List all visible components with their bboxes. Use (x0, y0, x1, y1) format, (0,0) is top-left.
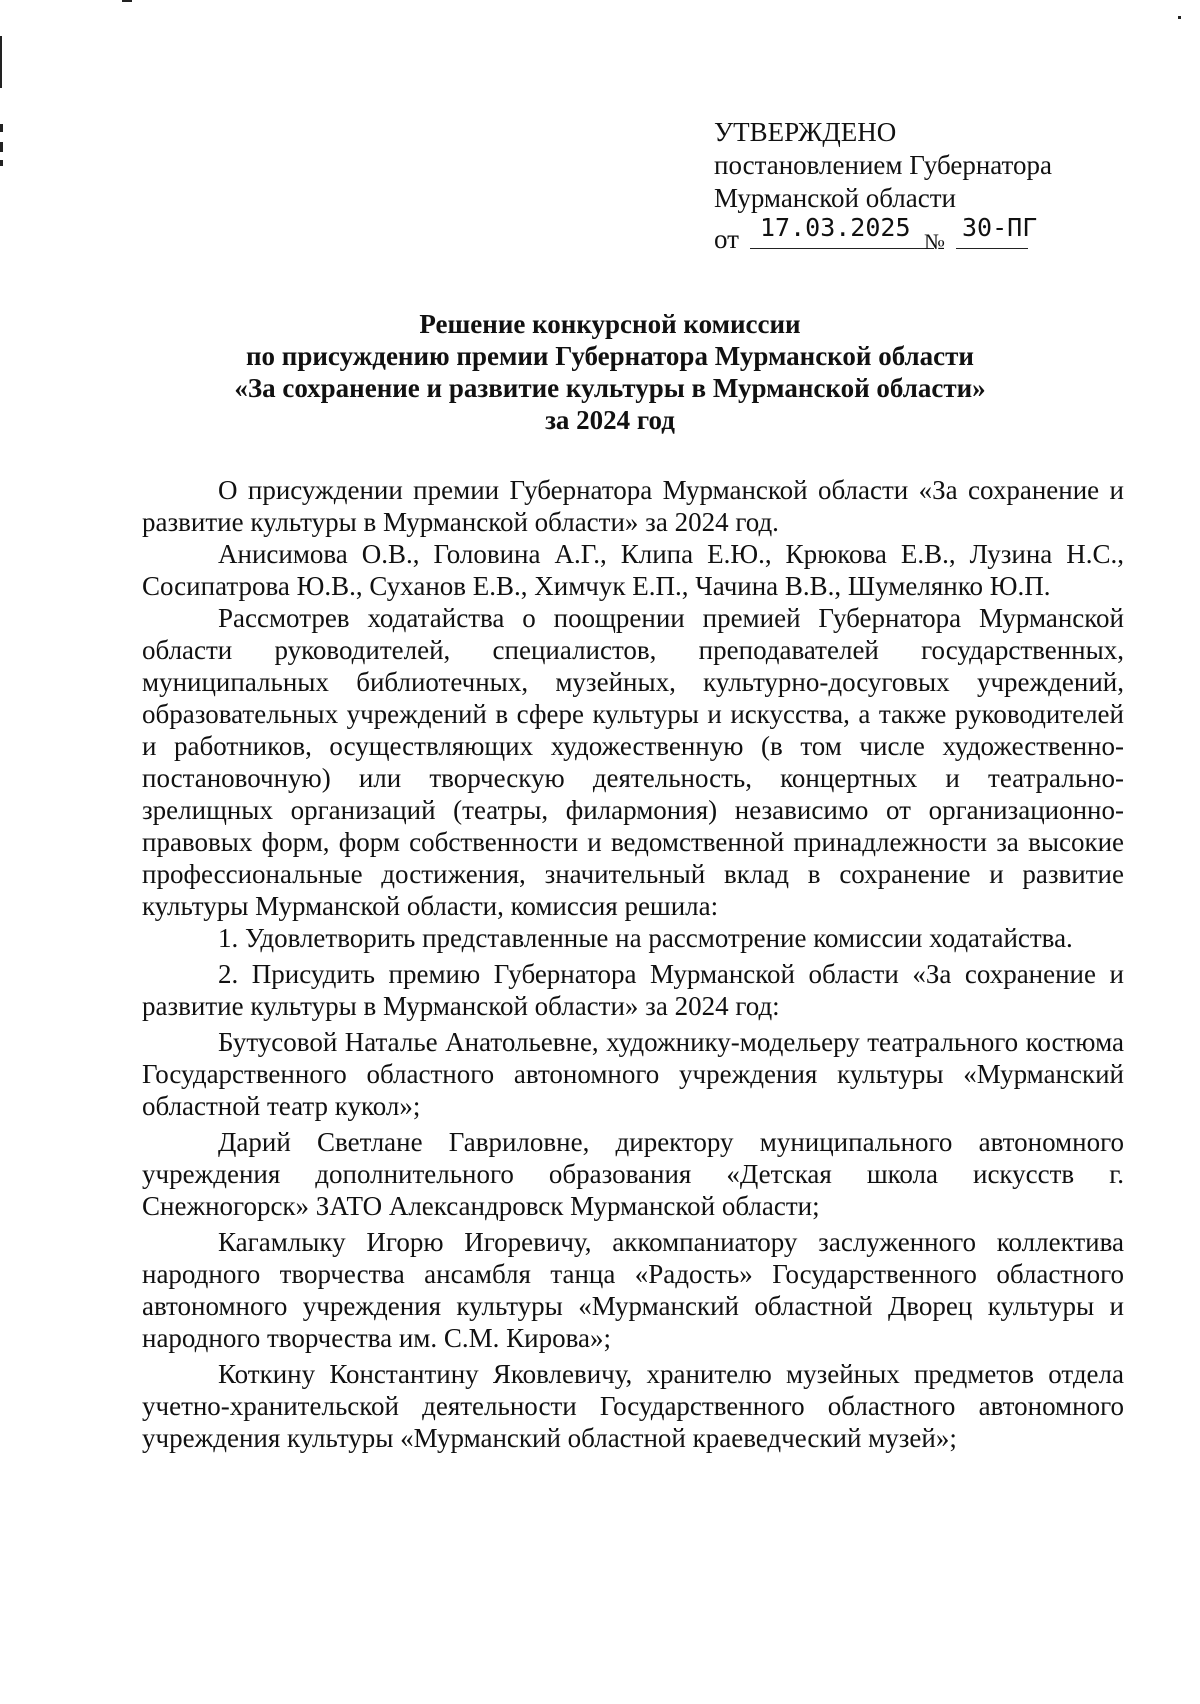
scan-artifact (122, 0, 132, 2)
title-line-3: «За сохранение и развитие культуры в Мурманской области» (234, 373, 986, 403)
number-value: 30-ПГ (956, 213, 1028, 249)
title-line-4: за 2024 год (545, 405, 675, 435)
document-title (150, 308, 1070, 436)
approval-date-line (714, 215, 1154, 255)
paragraph-members: Анисимова О.В., Головина А.Г., Клипа Е.Ю., Крюкова Е.В., Лузина Н.С., Сосипатрова Ю.В., Суханов Е.В., Химчук Е.П., Чачина В.В., Шумелянко Ю.П. (142, 539, 1124, 601)
scan-artifact (1178, 16, 1181, 19)
awardee-1: Бутусовой Наталье Анатольевне, художнику-модельеру театрального костюма Государственного областного автономного учреждения культуры «Мурманский областной театр кукол»; (142, 1027, 1124, 1121)
title-line-2: по присуждению премии Губернатора Мурманской области (246, 341, 974, 371)
date-value: 17.03.2025 (750, 213, 934, 249)
scan-artifact (0, 142, 3, 152)
approval-line-1: постановлением Губернатора (714, 150, 1052, 180)
paragraph-considered: Рассмотрев ходатайства о поощрении премией Губернатора Мурманской области руководителей, специалистов, преподавателей государственных, муниципальных библиотечных, музейных, культурно-досуговых учреждений, образовательных учреждений в сфере культуры и искусства, а также руководителей и работников, осуществляющих художественную (в том числе художественно-постановочную) или творческую деятельность, концертных и театрально-зрелищных организаций (театры, филармония) независимо от организационно-правовых форм, форм собственности и ведомственной принадлежности за высокие профессиональные достижения, значительный вклад в сохранение и развитие культуры Мурманской области, комиссия решила: (142, 603, 1124, 921)
paragraph-subject: О присуждении премии Губернатора Мурманской области «За сохранение и развитие культуры в Мурманской области» за 2024 год. (142, 475, 1124, 537)
awardee-4: Коткину Константину Яковлевичу, хранителю музейных предметов отдела учетно-хранительской деятельности Государственного областного автономного учреждения культуры «Мурманский областной краеведческий музей»; (142, 1359, 1124, 1453)
scan-artifact (0, 124, 3, 132)
date-label: от (714, 224, 739, 254)
number-label: № (924, 229, 945, 254)
paragraph-decision-2: 2. Присудить премию Губернатора Мурманской области «За сохранение и развитие культуры в Мурманской области» за 2024 год: (142, 959, 1124, 1021)
paragraph-decision-1: 1. Удовлетворить представленные на рассмотрение комиссии ходатайства. (218, 923, 1073, 953)
scan-artifact (0, 160, 3, 166)
scan-artifact (0, 36, 2, 88)
approval-block (714, 116, 1154, 255)
approval-line-2: Мурманской области (714, 183, 956, 213)
title-line-1: Решение конкурсной комиссии (419, 309, 801, 339)
approval-heading: УТВЕРЖДЕНО (714, 117, 897, 147)
awardee-2: Дарий Светлане Гавриловне, директору муниципального автономного учреждения дополнительного образования «Детская школа искусств г. Снежногорск» ЗАТО Александровск Мурманской области; (142, 1127, 1124, 1221)
awardee-3: Кагамлыку Игорю Игоревичу, аккомпаниатору заслуженного коллектива народного творчества ансамбля танца «Радость» Государственного областного автономного учреждения культуры «Мурманский областной Дворец культуры и народного творчества им. С.М. Кирова»; (142, 1227, 1124, 1353)
document-body (142, 474, 1124, 1454)
